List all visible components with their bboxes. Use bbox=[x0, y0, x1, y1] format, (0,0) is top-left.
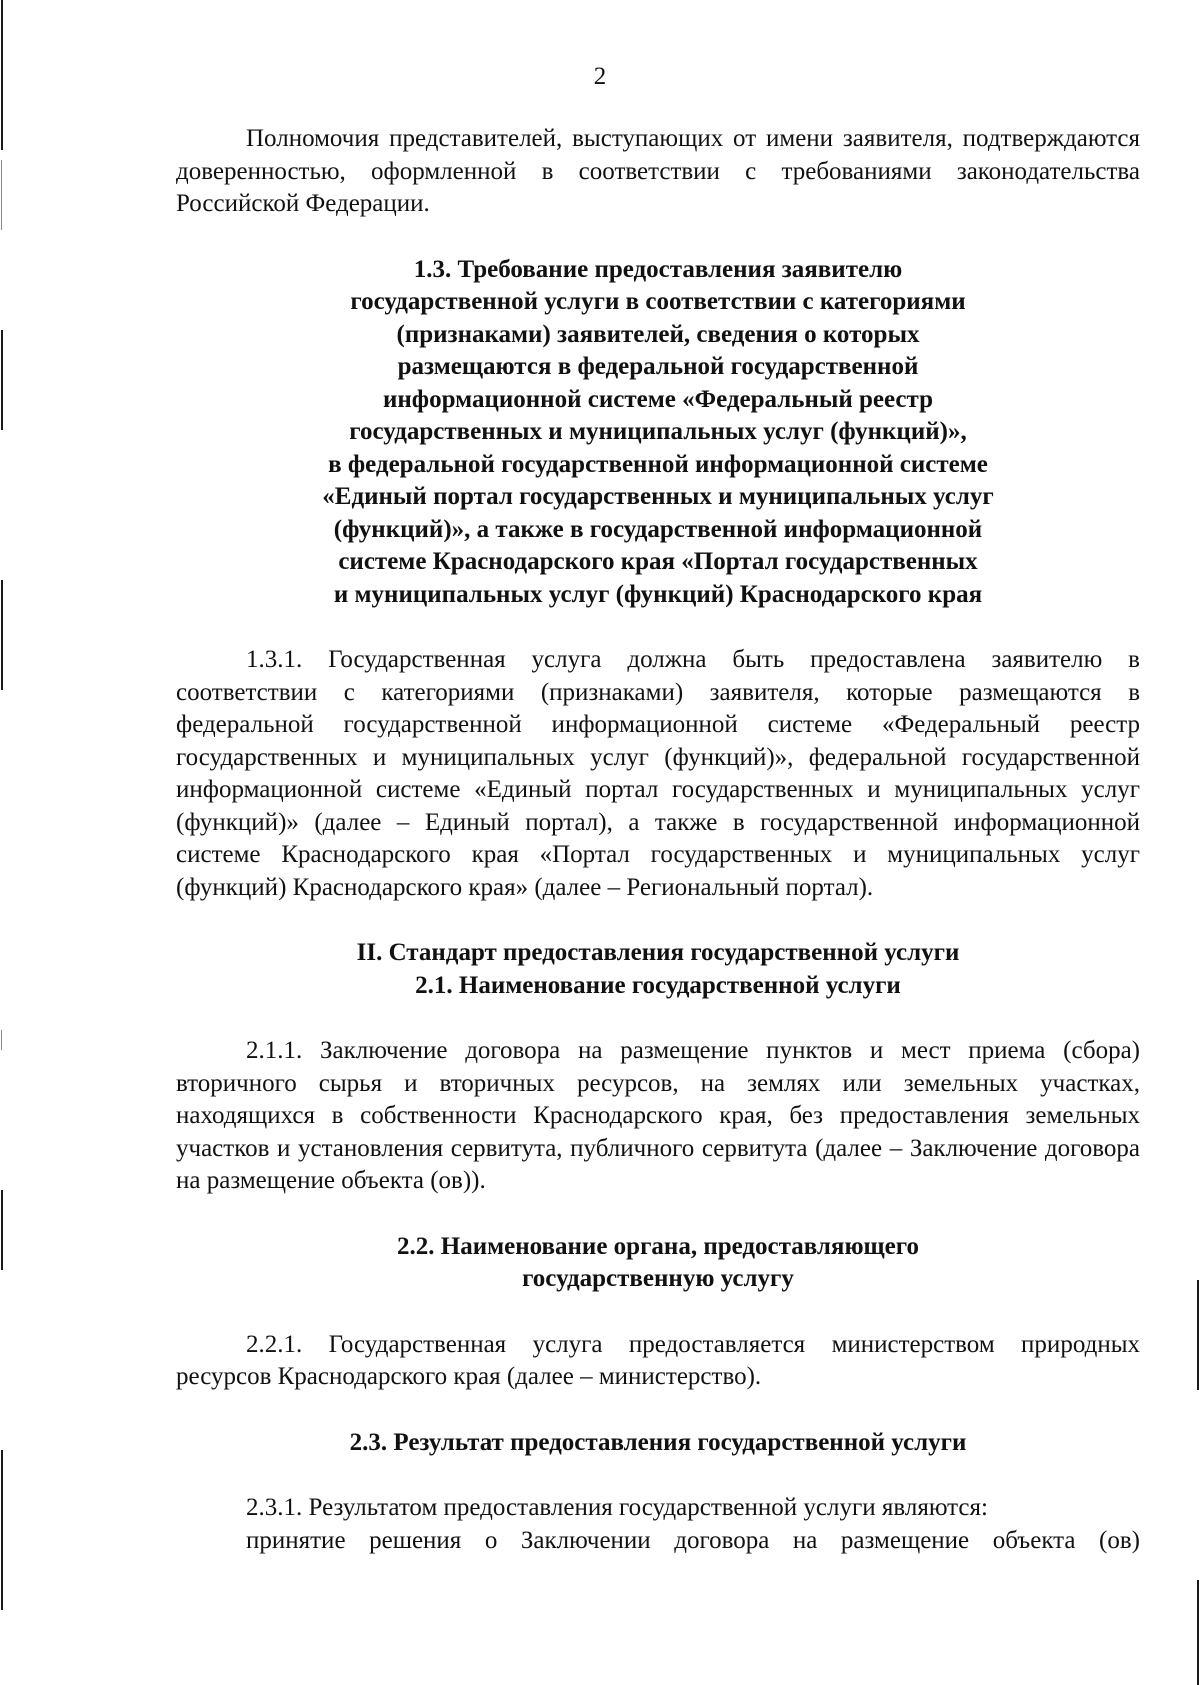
section-heading-1-3 bbox=[176, 254, 1140, 612]
scan-edge-line bbox=[1, 1450, 3, 1610]
scan-edge-line bbox=[1197, 1280, 1199, 1390]
section-heading-2-3: 2.3. Результат предоставления государственной услуги bbox=[349, 1428, 967, 1456]
heading-line: 2.1. Наименование государственной услуги bbox=[415, 971, 901, 999]
paragraph-representatives: Полномочия представителей, выступающих от имени заявителя, подтверждаются доверенностью, оформленной в соответствии с требованиями законодательства Российской Федерации. bbox=[176, 125, 1140, 217]
spacer bbox=[176, 1459, 1140, 1492]
heading-line: и муниципальных услуг (функций) Краснодарского края bbox=[333, 580, 983, 608]
paragraph-2-3-1-continued: принятие решения о Заключении договора на размещение объекта (ов) bbox=[246, 1526, 1140, 1554]
scan-edge-line bbox=[1, 580, 3, 690]
heading-line: II. Стандарт предоставления государственной услуги bbox=[356, 939, 960, 966]
page-number: 2 bbox=[593, 63, 607, 90]
scan-edge-line bbox=[1, 1190, 3, 1270]
heading-line: «Единый портал государственных и муниципальных услуг bbox=[322, 483, 994, 510]
spacer bbox=[176, 1198, 1140, 1231]
scan-edge-line bbox=[1, 330, 3, 430]
heading-line: (признаками) заявителей, сведения о которых bbox=[396, 320, 920, 348]
heading-line: 2.2. Наименование органа, предоставляющего bbox=[397, 1232, 919, 1260]
heading-line: информационной системе «Федеральный реестр bbox=[382, 385, 934, 413]
section-heading-2-2 bbox=[176, 1231, 1140, 1296]
scan-edge-line bbox=[1, 1030, 2, 1050]
scan-edge-line bbox=[1197, 1580, 1199, 1685]
spacer bbox=[176, 904, 1140, 937]
heading-line: размещаются в федеральной государственной bbox=[397, 353, 919, 380]
heading-line: государственных и муниципальных услуг (функций)», bbox=[349, 418, 967, 445]
heading-line: государственной услуги в соответствии с категориями bbox=[350, 288, 966, 315]
heading-line: государственную услугу bbox=[522, 1265, 794, 1292]
heading-line: в федеральной государственной информационной системе bbox=[328, 450, 988, 478]
spacer bbox=[176, 1394, 1140, 1427]
spacer bbox=[176, 221, 1140, 254]
scan-edge-line bbox=[1, 160, 2, 230]
spacer bbox=[176, 1296, 1140, 1329]
spacer bbox=[176, 611, 1140, 644]
heading-line: 1.3. Требование предоставления заявителю bbox=[413, 255, 903, 283]
spacer bbox=[176, 1002, 1140, 1035]
paragraph-2-2-1: 2.2.1. Государственная услуга предоставляется министерством природных ресурсов Краснодарского края (далее – министерство). bbox=[176, 1330, 1140, 1390]
document-body bbox=[176, 123, 1140, 1557]
section-heading-2 bbox=[176, 937, 1140, 1002]
heading-line: системе Краснодарского края «Портал государственных bbox=[338, 548, 978, 575]
heading-line: (функций)», а также в государственной информационной bbox=[333, 515, 983, 543]
paragraph-1-3-1: 1.3.1. Государственная услуга должна быть предоставлена заявителю в соответствии с категориями (признаками) заявителя, которые размещаются в федеральной государственной информационной системе «Федеральный реестр государственных и муниципальных услуг (функций)», федеральной государственной информационной системе «Единый портал государственных и муниципальных услуг (функций)» (далее – Единый портал), а также в государственной информационной системе Краснодарского края «Портал государственных и муниципальных услуг (функций) Краснодарского края» (далее – Региональный портал). bbox=[176, 646, 1140, 901]
paragraph-2-3-1: 2.3.1. Результатом предоставления государственной услуги являются: bbox=[246, 1494, 988, 1521]
paragraph-2-1-1: 2.1.1. Заключение договора на размещение пунктов и мест приема (сбора) вторичного сырья и вторичных ресурсов, на землях или земельных участках, находящихся в собственности Краснодарского края, без предоставления земельных участков и установления сервитута, публичного сервитута (далее – Заключение договора на размещение объекта (ов)). bbox=[176, 1037, 1140, 1194]
